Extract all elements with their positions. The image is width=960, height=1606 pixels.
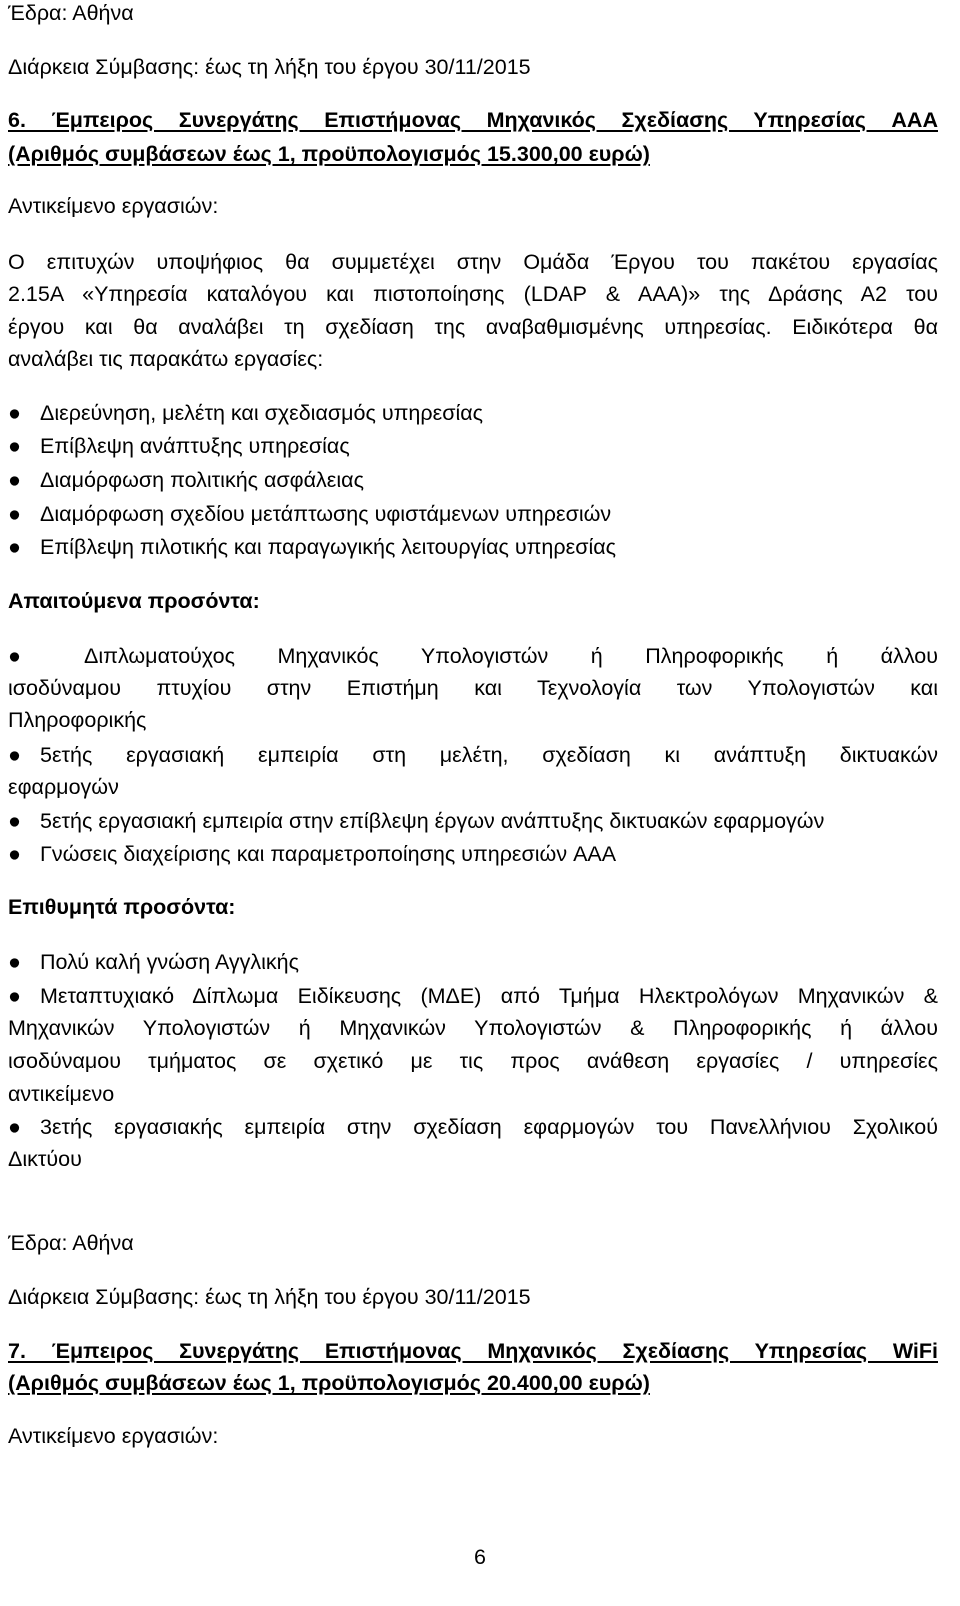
- document-page: Έδρα: Αθήνα Διάρκεια Σύμβασης: έως τη λήξη του έργου 30/11/2015 6. Έμπειρος Συνεργάτης Επιστήμονας Μηχανικός Σχεδίασης Υπηρεσίας AAA (Αριθμός συμβάσεων έως 1, προϋπολογισμός 15.300,00 ευρώ) Αντικείμενο εργασιών: Ο επιτυχών υποψήφιος θα συμμετέχει στην Ομάδα Έργου του πακέτου εργασίας 2.15Α «Υπηρεσία καταλόγου και πιστοποίησης (LDAP & AAA)» της Δράσης Α2 του έργου και θα αναλάβει τη σχεδίαση της αναβαθμισμένης υπηρεσίας. Ειδικότερα θα αναλάβει τις παρακάτω εργασίες: ● Διερεύνηση, μελέτη και σχεδιασμός υπηρεσίας ● Επίβλεψη ανάπτυξης υπηρεσίας ● Διαμόρφωση πολιτικής ασφάλειας ● Διαμόρφωση σχεδίου μετάπτωσης υφιστάμενων υπηρεσιών ● Επίβλεψη πιλοτικής και παραγωγικής λειτουργίας υπηρεσίας Απαιτούμενα προσόντα: ● Διπλωματούχος Μηχανικός Υπολογιστών ή Πληροφορικής ή άλλου ισοδύναμου πτυχίου στην Επιστήμη και Τεχνολογία των Υπολογιστών και Πληροφορικής ● 5ετής εργασιακή εμπειρία στη μελέτη, σχεδίαση κι ανάπτυξη δικτυακών εφαρμογών ● 5ετής εργασιακή εμπειρία στην επίβλεψη έργων ανάπτυξης δικτυακών εφαρμογών ● Γνώσεις διαχείρισης και παραμετροποίησης υπηρεσιών AAA Επιθυμητά προσόντα: ● Πολύ καλή γνώση Αγγλικής ● Μεταπτυχιακό Δίπλωμα Ειδίκευσης (ΜΔΕ) από Τμήμα Ηλεκτρολόγων Μηχανικών & Μηχανικών Υπολογιστών ή Μηχανικών Υπολογιστών & Πληροφορικής ή άλλου ισοδύναμου τμήματος σε σχετικό με τις προς ανάθεση εργασίες / υπηρεσίες αντικείμενο ● 3ετής εργασιακής εμπειρία στην σχεδίαση εφαρμογών του Πανελλήνιου Σχολικού Δικτύου Έδρα: Αθήνα Διάρκεια Σύμβασης: έως τη λήξη του έργου 30/11/2015 7. Έμπειρος Συνεργάτης Επιστήμονας Μηχανικός Σχεδίασης Υπηρεσίας WiFi (Αριθμός συμβάσεων έως 1, προϋπολογισμός 20.400,00 ευρώ) Αντικείμενο εργασιών: 6: [0, 0, 960, 1606]
- desired-qualification-item: ● 3ετής εργασιακής εμπειρία στην σχεδίαση εφαρμογών του Πανελλήνιου Σχολικού: [8, 1111, 938, 1143]
- bullet-icon: ●: [8, 743, 21, 767]
- bullet-icon: ●: [8, 809, 21, 833]
- desired-qualification-continuation: Μηχανικών Υπολογιστών ή Μηχανικών Υπολογιστών & Πληροφορικής ή άλλου: [8, 1016, 938, 1040]
- bullet-icon: ●: [8, 644, 21, 668]
- seat-line: Έδρα: Αθήνα: [8, 1, 134, 25]
- bullet-icon: ●: [8, 434, 21, 458]
- bullet-icon: ●: [8, 535, 21, 559]
- desired-qualifications-heading: Επιθυμητά προσόντα:: [8, 895, 236, 919]
- bullet-icon: ●: [8, 984, 21, 1008]
- position-6-budget: (Αριθμός συμβάσεων έως 1, προϋπολογισμός 15.300,00 ευρώ): [8, 142, 650, 166]
- page-number: 6: [474, 1545, 486, 1569]
- required-qualification-continuation: εφαρμογών: [8, 775, 119, 799]
- scope-heading: Αντικείμενο εργασιών:: [8, 194, 219, 218]
- bullet-icon: ●: [8, 401, 21, 425]
- seat-line: Έδρα: Αθήνα: [8, 1231, 134, 1255]
- required-qualification-item: ● Διπλωματούχος Μηχανικός Υπολογιστών ή Πληροφορικής ή άλλου: [8, 640, 938, 672]
- desired-qualification-item: ● Μεταπτυχιακό Δίπλωμα Ειδίκευσης (ΜΔΕ) από Τμήμα Ηλεκτρολόγων Μηχανικών &: [8, 980, 938, 1012]
- bullet-icon: ●: [8, 468, 21, 492]
- required-qualifications-heading: Απαιτούμενα προσόντα:: [8, 589, 260, 613]
- scope-heading: Αντικείμενο εργασιών:: [8, 1424, 219, 1448]
- scope-text-line: Ο επιτυχών υποψήφιος θα συμμετέχει στην Ομάδα Έργου του πακέτου εργασίας: [8, 250, 938, 274]
- position-7-title: 7. Έμπειρος Συνεργάτης Επιστήμονας Μηχανικός Σχεδίασης Υπηρεσίας WiFi: [8, 1339, 938, 1363]
- scope-text-line: έργου και θα αναλάβει τη σχεδίαση της αναβαθμισμένης υπηρεσίας. Ειδικότερα θα: [8, 315, 938, 339]
- desired-qualification-continuation: ισοδύναμου τμήματος σε σχετικό με τις προς ανάθεση εργασίες / υπηρεσίες: [8, 1049, 938, 1073]
- bullet-icon: ●: [8, 950, 21, 974]
- contract-duration-line: Διάρκεια Σύμβασης: έως τη λήξη του έργου 30/11/2015: [8, 1285, 531, 1309]
- scope-text-line: αναλάβει τις παρακάτω εργασίες:: [8, 347, 324, 371]
- required-qualification-item: ● 5ετής εργασιακή εμπειρία στη μελέτη, σχεδίαση κι ανάπτυξη δικτυακών: [8, 739, 938, 771]
- desired-qualification-continuation: αντικείμενο: [8, 1082, 115, 1106]
- desired-qualification-continuation: Δικτύου: [8, 1147, 82, 1171]
- position-7-budget: (Αριθμός συμβάσεων έως 1, προϋπολογισμός 20.400,00 ευρώ): [8, 1371, 650, 1395]
- contract-duration-line: Διάρκεια Σύμβασης: έως τη λήξη του έργου 30/11/2015: [8, 55, 531, 79]
- scope-text-line: 2.15Α «Υπηρεσία καταλόγου και πιστοποίησης (LDAP & AAA)» της Δράσης Α2 του: [8, 282, 938, 306]
- bullet-icon: ●: [8, 842, 21, 866]
- required-qualification-continuation: ισοδύναμου πτυχίου στην Επιστήμη και Τεχνολογία των Υπολογιστών και: [8, 676, 938, 700]
- bullet-icon: ●: [8, 1115, 21, 1139]
- position-6-title: 6. Έμπειρος Συνεργάτης Επιστήμονας Μηχανικός Σχεδίασης Υπηρεσίας AAA: [8, 108, 938, 132]
- bullet-icon: ●: [8, 502, 21, 526]
- required-qualification-continuation: Πληροφορικής: [8, 708, 147, 732]
